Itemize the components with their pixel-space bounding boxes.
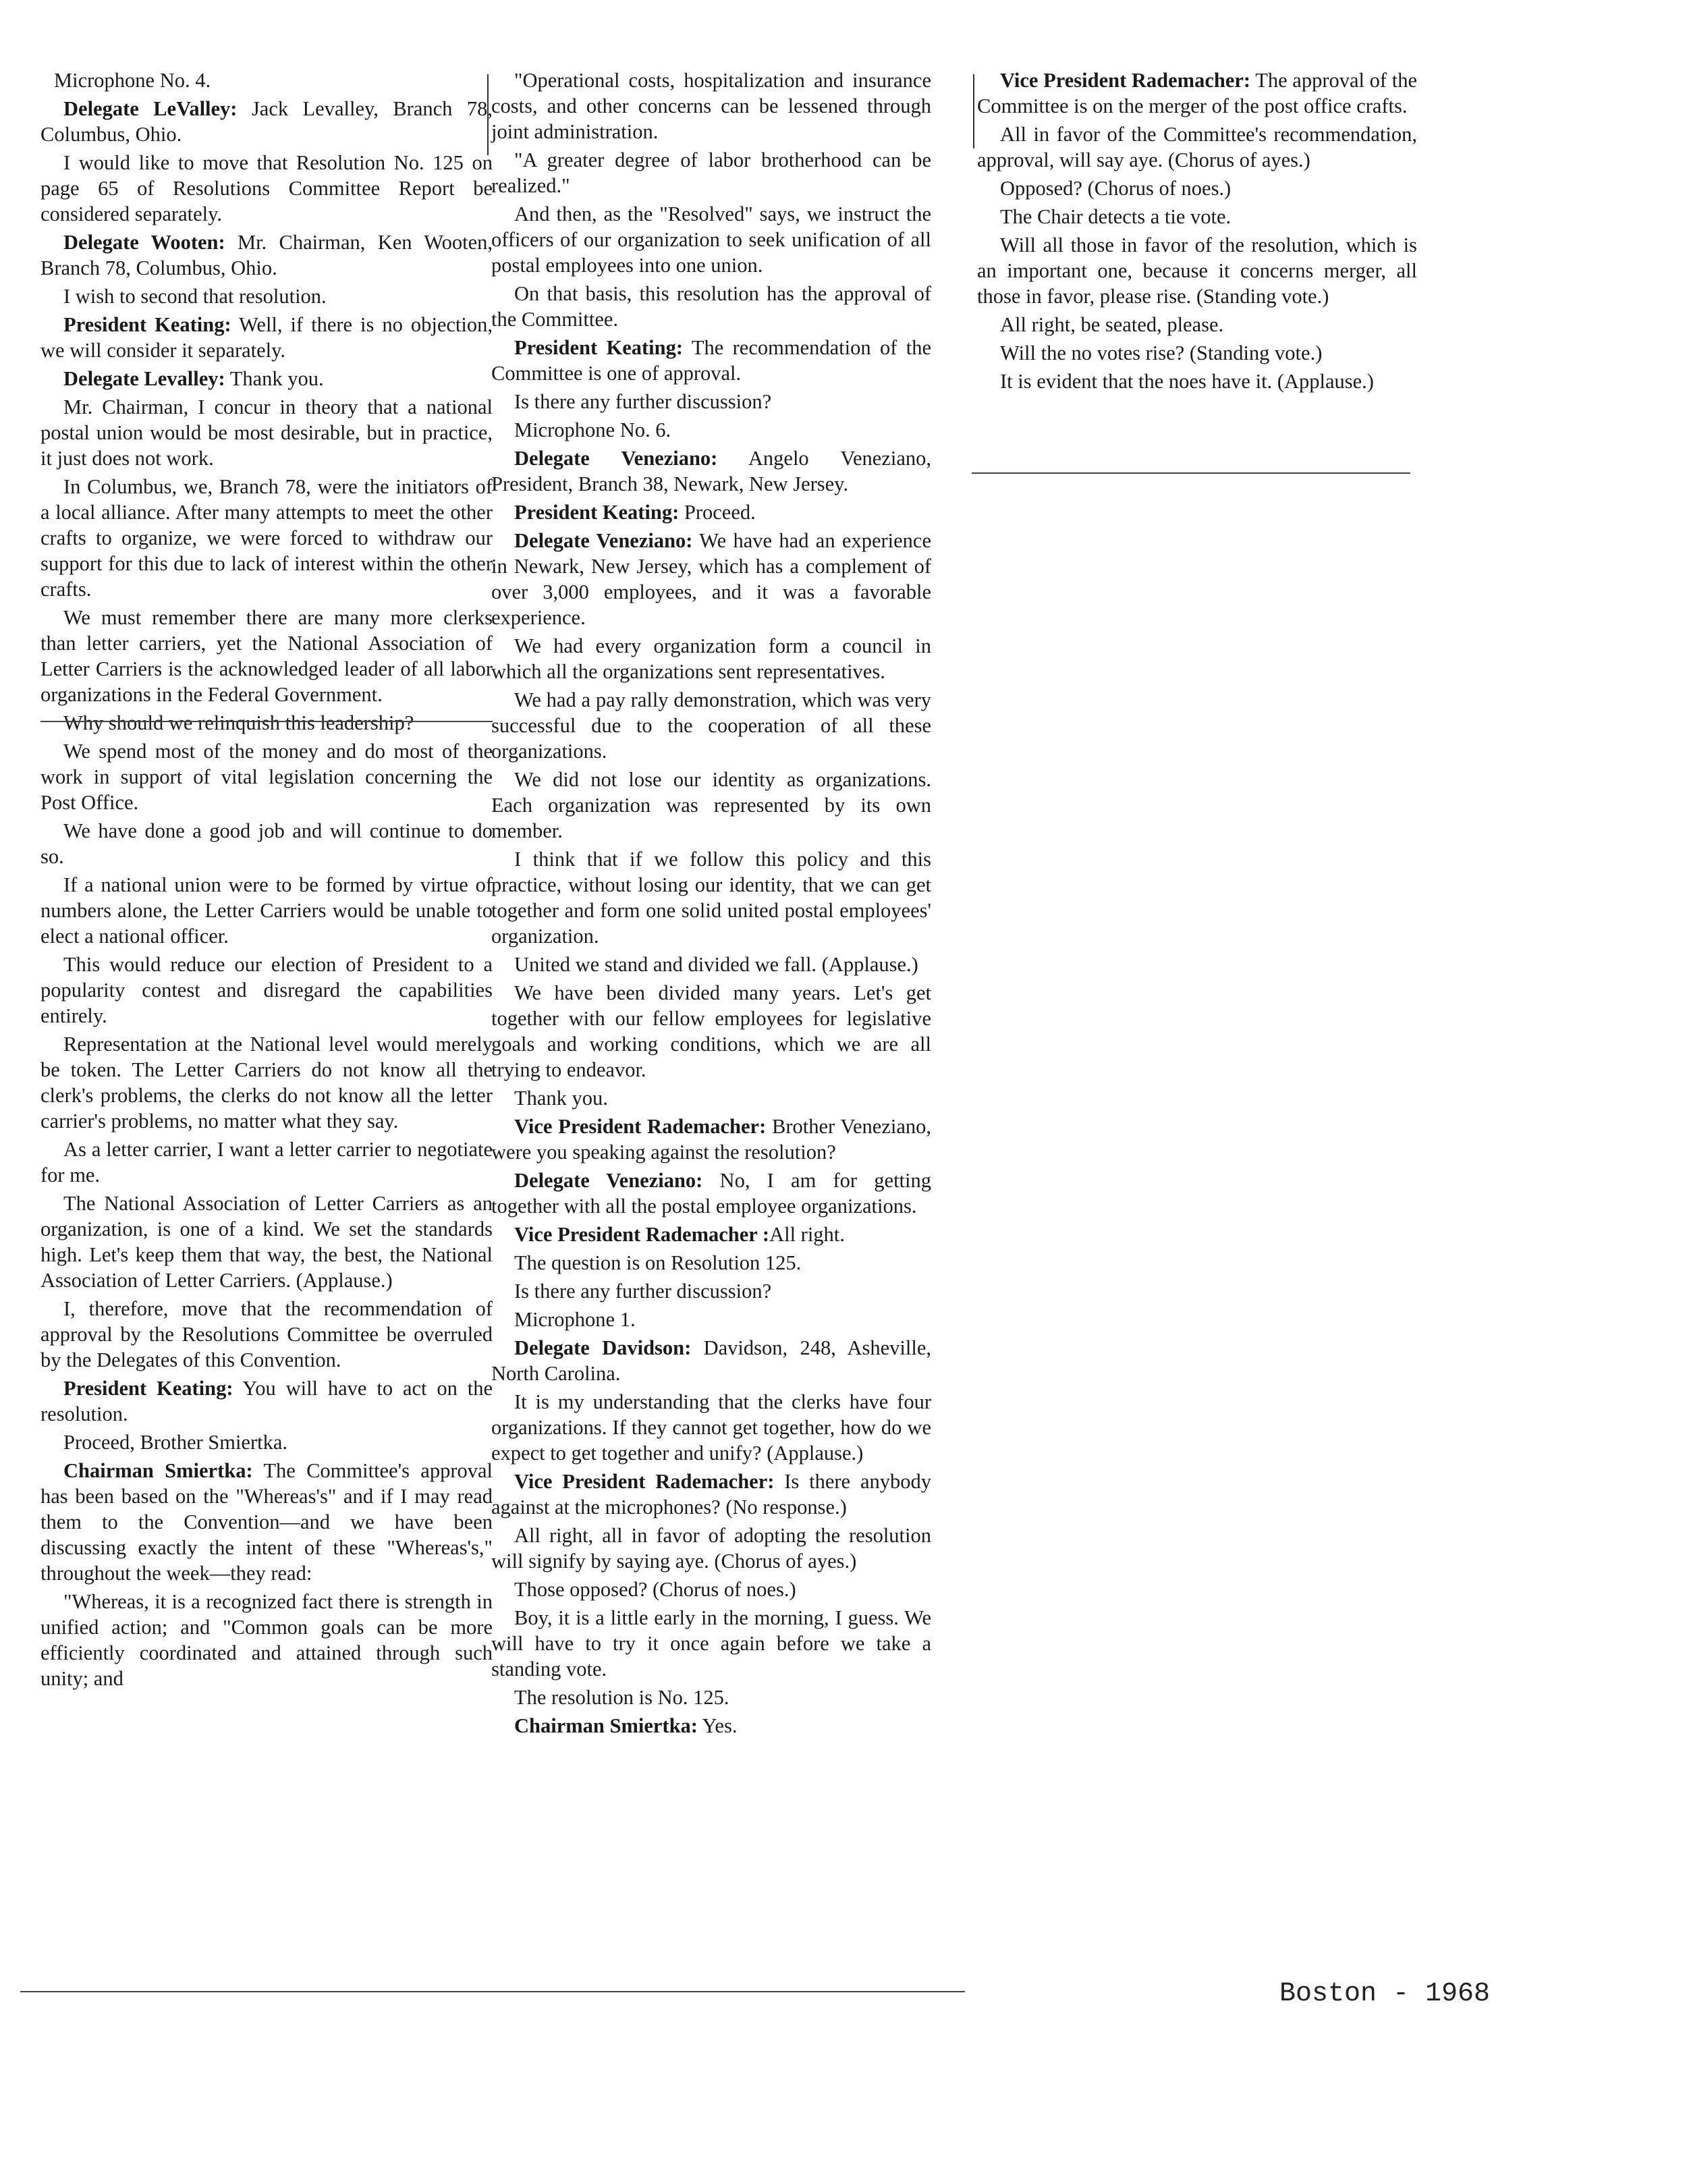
paragraph <box>491 1685 931 1710</box>
paragraph <box>491 1605 931 1682</box>
paragraph <box>977 175 1417 201</box>
clipping-edge-top-col1 <box>40 721 493 722</box>
paragraph <box>491 980 931 1083</box>
paragraph-text: Microphone No. 4. <box>54 69 211 92</box>
paragraph <box>491 1577 931 1602</box>
paragraph <box>491 201 931 278</box>
speaker-name: Vice President Rademacher: <box>1000 69 1251 92</box>
paragraph-text: We have done a good job and will continue to do so. <box>40 819 493 868</box>
paragraph-text: And then, as the "Resolved" says, we instruct the officers of our organization to seek unification of all postal employees into one union. <box>491 202 931 277</box>
paragraph <box>40 872 493 949</box>
paragraph <box>977 204 1417 229</box>
paragraph-text: Well, if there is no objection, we will consider it separately. <box>40 313 493 362</box>
paragraph <box>977 368 1417 394</box>
speaker-name: Chairman Smiertka: <box>514 1714 698 1737</box>
speaker-name: Delegate Davidson: <box>514 1336 692 1359</box>
speaker-name: Chairman Smiertka: <box>63 1459 253 1482</box>
paragraph <box>977 340 1417 366</box>
speaker-name: President Keating: <box>63 313 231 336</box>
paragraph <box>977 232 1417 309</box>
paragraph-text: We did not lose our identity as organizations. Each organization was represented by its own member. <box>491 768 931 842</box>
paragraph <box>977 121 1417 173</box>
paragraph-text: We have had an experience in Newark, New Jersey, which has a complement of over 3,000 employees, and it was a favorable experience. <box>491 529 931 629</box>
paragraph <box>40 1191 493 1293</box>
paragraph-text: United we stand and divided we fall. (Applause.) <box>514 953 918 976</box>
paragraph <box>40 312 493 363</box>
clipping-edge-col3-bottom <box>972 472 1410 474</box>
paragraph <box>491 147 931 198</box>
page-footer: Boston - 1968 <box>1279 1979 1491 2009</box>
paragraph <box>491 1469 931 1520</box>
speaker-name: Vice President Rademacher: <box>514 1115 767 1138</box>
paragraph-text: Davidson, 248, Asheville, North Carolina. <box>491 1336 931 1385</box>
paragraph <box>40 96 493 147</box>
column-2 <box>491 67 931 1741</box>
speaker-name: President Keating: <box>63 1377 233 1400</box>
paragraph-text: The Chair detects a tie vote. <box>1000 205 1232 228</box>
paragraph <box>491 1278 931 1304</box>
paragraph <box>40 1031 493 1134</box>
paragraph-text: "Whereas, it is a recognized fact there is strength in unified action; and "Common goals can be more efficiently coordinated and attained through such unity; and <box>40 1590 493 1690</box>
paragraph-text: It is my understanding that the clerks have four organizations. If they cannot get together, how do we expect to get together and unify? (Applause.) <box>491 1390 931 1465</box>
paragraph-text: The National Association of Letter Carriers as an organization, is one of a kind. We set the standards high. Let's keep them that way, the best, the National Association of Letter Carriers. (Applause.) <box>40 1192 493 1292</box>
paragraph <box>491 499 931 525</box>
paragraph <box>491 389 931 414</box>
paragraph <box>977 312 1417 337</box>
paragraph <box>491 1168 931 1219</box>
paragraph <box>491 528 931 630</box>
paragraph-text: Angelo Veneziano, President, Branch 38, Newark, New Jersey. <box>491 447 931 495</box>
paragraph <box>40 1375 493 1427</box>
paragraph-text: All in favor of the Committee's recommendation, approval, will say aye. (Chorus of ayes.) <box>977 123 1417 171</box>
paragraph-text: The resolution is No. 125. <box>514 1686 729 1709</box>
paragraph <box>40 1429 493 1455</box>
paragraph <box>491 633 931 684</box>
paragraph <box>40 67 493 93</box>
paragraph <box>40 1137 493 1188</box>
paragraph <box>491 767 931 844</box>
column-3 <box>977 67 1417 397</box>
paragraph <box>491 417 931 443</box>
paragraph-text: Proceed, Brother Smiertka. <box>63 1431 288 1454</box>
paragraph-text: If a national union were to be formed by virtue of numbers alone, the Letter Carriers would be unable to elect a national officer. <box>40 873 493 948</box>
paragraph-text: We have been divided many years. Let's get together with our fellow employees for legislative goals and working conditions, which we are all trying to endeavor. <box>491 981 931 1081</box>
paragraph-text: We spend most of the money and do most of the work in support of vital legislation concerning the Post Office. <box>40 740 493 814</box>
paragraph-text: Representation at the National level would merely be token. The Letter Carriers do not know all the clerk's problems, the clerks do not know all the letter carrier's problems, no matter what they say. <box>40 1033 493 1132</box>
paragraph <box>491 1713 931 1739</box>
paragraph <box>977 67 1417 119</box>
paragraph-text: Is there anybody against at the microphones? (No response.) <box>491 1470 931 1519</box>
paragraph-text: All right, all in favor of adopting the resolution will signify by saying aye. (Chorus of ayes.) <box>491 1524 931 1573</box>
paragraph <box>491 67 931 144</box>
paragraph-text: I think that if we follow this policy and this practice, without losing our identity, that we can get together and form one solid united postal employees' organization. <box>491 848 931 948</box>
paragraph <box>491 1335 931 1386</box>
paragraph <box>40 818 493 869</box>
paragraph-text: We had every organization form a council in which all the organizations sent representatives. <box>491 634 931 683</box>
paragraph-text: I would like to move that Resolution No. 125 on page 65 of Resolutions Committee Report be considered separately. <box>40 151 493 225</box>
paragraph <box>491 1222 931 1247</box>
paragraph <box>491 1307 931 1332</box>
paragraph-text: You will have to act on the resolution. <box>40 1377 493 1425</box>
column-divider-1 <box>487 74 489 155</box>
paragraph-text: Will the no votes rise? (Standing vote.) <box>1000 342 1323 364</box>
paragraph-text: Yes. <box>697 1714 738 1737</box>
paragraph-text: The recommendation of the Committee is one of approval. <box>491 336 931 385</box>
paragraph <box>491 1114 931 1165</box>
paragraph-text: "A greater degree of labor brotherhood can be realized." <box>491 148 931 197</box>
speaker-name: President Keating: <box>514 336 684 359</box>
paragraph-text: "Operational costs, hospitalization and insurance costs, and other concerns can be lessened through joint administration. <box>491 69 931 143</box>
paragraph-text: Those opposed? (Chorus of noes.) <box>514 1578 796 1601</box>
paragraph <box>40 1458 493 1586</box>
paragraph <box>491 1389 931 1466</box>
paragraph <box>40 738 493 815</box>
paragraph <box>491 846 931 949</box>
paragraph-text: We must remember there are many more clerks than letter carriers, yet the National Association of Letter Carriers is the acknowledged leader of all labor organizations in the Federal Government. <box>40 606 493 706</box>
speaker-name: Vice President Rademacher : <box>514 1223 770 1246</box>
speaker-name: Delegate Veneziano: <box>514 447 718 470</box>
paragraph-text: We had a pay rally demonstration, which was very successful due to the cooperation of all these organizations. <box>491 688 931 763</box>
paragraph-text: I, therefore, move that the recommendation of approval by the Resolutions Committee be overruled by the Delegates of this Convention. <box>40 1297 493 1371</box>
paragraph <box>491 445 931 497</box>
paragraph <box>491 1523 931 1574</box>
paragraph <box>491 281 931 332</box>
speaker-name: Delegate Levalley: <box>63 367 225 390</box>
paragraph-text: Will all those in favor of the resolution, which is an important one, because it concerns merger, all those in favor, please rise. (Standing vote.) <box>977 234 1417 308</box>
paragraph <box>40 150 493 227</box>
paragraph <box>40 1589 493 1691</box>
paragraph-text: This would reduce our election of President to a popularity contest and disregard the capabilities entirely. <box>40 953 493 1027</box>
paragraph-text: No, I am for getting together with all the postal employee organizations. <box>491 1169 931 1218</box>
column-divider-3 <box>973 74 974 148</box>
paragraph <box>491 1250 931 1276</box>
paragraph <box>491 1085 931 1111</box>
paragraph-text: Proceed. <box>679 501 756 524</box>
paragraph-text: Microphone 1. <box>514 1308 636 1331</box>
paragraph-text: All right. <box>769 1223 845 1246</box>
speaker-name: Delegate Veneziano: <box>514 529 693 552</box>
paragraph-text: Mr. Chairman, Ken Wooten, Branch 78, Columbus, Ohio. <box>40 231 493 279</box>
paragraph-text: Brother Veneziano, were you speaking against the resolution? <box>491 1115 931 1164</box>
paragraph-text: The question is on Resolution 125. <box>514 1251 802 1274</box>
paragraph-text: On that basis, this resolution has the approval of the Committee. <box>491 282 931 331</box>
paragraph-text: It is evident that the noes have it. (Applause.) <box>1000 370 1374 393</box>
paragraph-text: Boy, it is a little early in the morning, I guess. We will have to try it once again before we take a standing vote. <box>491 1606 931 1681</box>
paragraph <box>40 952 493 1029</box>
paragraph <box>491 335 931 386</box>
paragraph-text: Jack Levalley, Branch 78, Columbus, Ohio. <box>40 97 493 146</box>
paragraph-text: Thank you. <box>225 367 324 390</box>
paragraph-text: Microphone No. 6. <box>514 418 671 441</box>
paragraph-text: Mr. Chairman, I concur in theory that a national postal union would be most desirable, but in practice, it just does not work. <box>40 395 493 470</box>
paragraph <box>40 605 493 707</box>
speaker-name: Delegate Veneziano: <box>514 1169 703 1192</box>
paragraph-text: In Columbus, we, Branch 78, were the initiators of a local alliance. After many attempts to meet the other crafts to organize, we were forced to withdraw our support for this due to lack of interest within the other crafts. <box>40 475 493 601</box>
paragraph <box>40 229 493 281</box>
paragraph-text: All right, be seated, please. <box>1000 313 1224 336</box>
paragraph <box>40 283 493 309</box>
column-1 <box>40 67 493 1694</box>
paragraph <box>491 687 931 764</box>
paragraph <box>40 394 493 471</box>
paragraph <box>40 474 493 602</box>
paragraph <box>40 1296 493 1373</box>
speaker-name: Delegate Wooten: <box>63 231 225 254</box>
speaker-name: Vice President Rademacher: <box>514 1470 775 1493</box>
speaker-name: Delegate LeValley: <box>63 97 238 120</box>
paragraph <box>491 952 931 977</box>
paragraph-text: Opposed? (Chorus of noes.) <box>1000 177 1232 200</box>
paragraph-text: The Committee's approval has been based on the "Whereas's" and if I may read them to the Convention—and we have been discussing exactly the intent of these "Whereas's," throughout the week—they read: <box>40 1459 493 1585</box>
paragraph-text: Thank you. <box>514 1087 608 1110</box>
speaker-name: President Keating: <box>514 501 680 524</box>
paragraph <box>40 366 493 391</box>
paragraph-text: I wish to second that resolution. <box>63 285 327 308</box>
paragraph-text: Why should we relinquish this leadership? <box>63 711 414 734</box>
clipping-edge-bottom <box>20 1991 965 1992</box>
paragraph-text: Is there any further discussion? <box>514 390 772 413</box>
paragraph-text: Is there any further discussion? <box>514 1280 772 1303</box>
paragraph-text: The approval of the Committee is on the merger of the post office crafts. <box>977 69 1417 117</box>
paragraph <box>40 710 493 736</box>
paragraph-text: As a letter carrier, I want a letter carrier to negotiate for me. <box>40 1138 493 1186</box>
